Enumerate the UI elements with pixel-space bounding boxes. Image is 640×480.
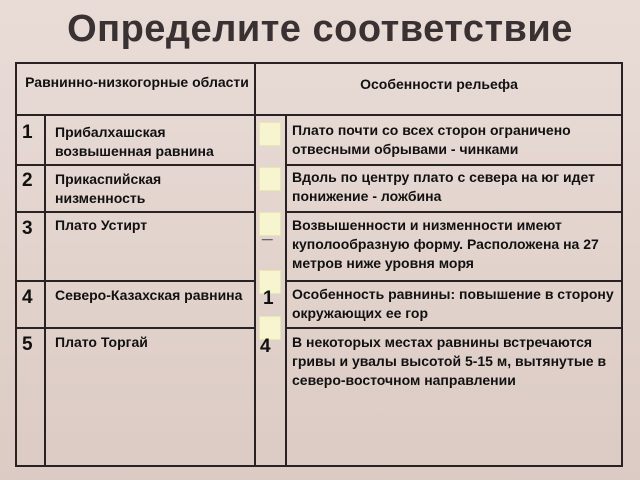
row-number: 4 <box>22 287 33 308</box>
answer-mark: 1 <box>263 288 274 309</box>
area-name: Прибалхашская возвышенная равнина <box>55 124 214 159</box>
answer-mark: 4 <box>260 336 271 357</box>
right-header-divider <box>254 114 621 116</box>
feature-text: В некоторых местах равнины встречаются гривы и увалы высотой 5-15 м, вытянутые в северо-восточном направлении <box>292 334 607 388</box>
feature-text: Возвышенности и низменности имеют куполообразную форму. Расположена на 27 метров ниже уровня моря <box>292 217 599 271</box>
left-row-divider <box>17 280 254 282</box>
area-name: Плато Устирт <box>55 217 148 233</box>
number-column-divider <box>44 114 46 465</box>
right-row-divider <box>285 280 621 282</box>
left-row-divider <box>17 327 254 329</box>
feature-text: Плато почти со всех сторон ограничено отвесными обрывами - чинками <box>292 122 571 157</box>
row-number: 2 <box>22 170 33 191</box>
left-row-divider <box>17 211 254 213</box>
feature-text: Особенность равнины: повышение в сторону окружающих ее гор <box>292 286 614 321</box>
row-number: 1 <box>22 122 33 143</box>
answer-box[interactable] <box>259 167 281 191</box>
mark-column-divider <box>285 114 287 465</box>
left-row-divider <box>17 164 254 166</box>
row-number: 3 <box>22 218 33 239</box>
page-title: Определите соответствие <box>67 8 573 50</box>
area-name: Северо-Казахская равнина <box>55 287 243 303</box>
feature-text: Вдоль по центру плато с севера на юг идет понижение - ложбина <box>292 169 595 204</box>
answer-mark: _ <box>262 222 273 243</box>
right-row-divider <box>285 211 621 213</box>
right-row-divider <box>285 164 621 166</box>
area-name: Прикаспийская низменность <box>55 171 162 206</box>
header-areas: Равнинно-низкогорные области <box>25 74 249 90</box>
area-name: Плато Торгай <box>55 334 148 350</box>
right-row-divider <box>285 327 621 329</box>
row-number: 5 <box>22 334 33 355</box>
answer-box[interactable] <box>259 122 281 146</box>
header-features: Особенности рельефа <box>360 76 518 92</box>
column-divider-main <box>254 64 256 465</box>
left-header-divider <box>17 114 254 116</box>
